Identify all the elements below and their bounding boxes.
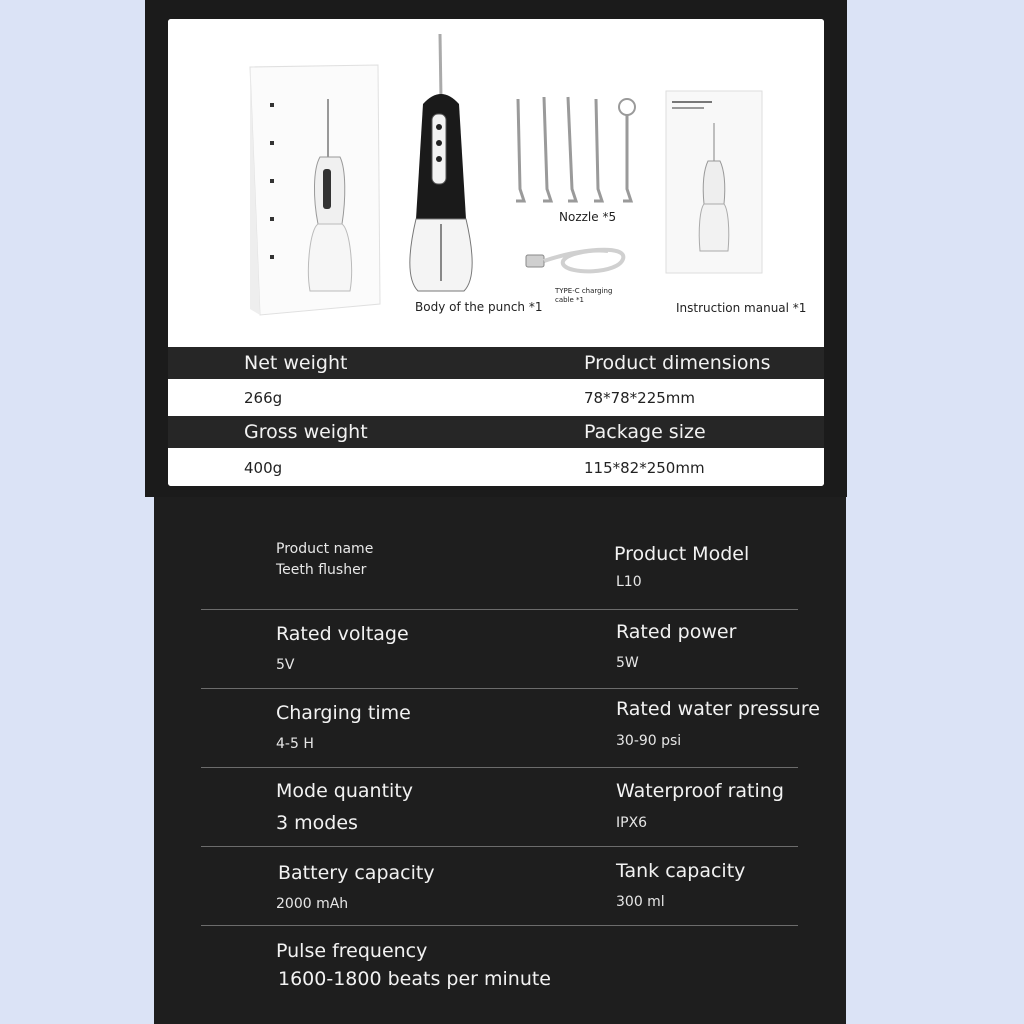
nozzle-caption: Nozzle *5 (559, 210, 617, 224)
model-label: Product Model (614, 543, 750, 565)
divider (201, 925, 798, 926)
charging-label: Charging time (276, 702, 411, 724)
irrigator-body-image (410, 34, 472, 291)
charging-cable-image (526, 250, 623, 272)
cable-caption: TYPE-C charging cable *1 (555, 287, 613, 304)
divider (201, 609, 798, 610)
voltage-value: 5V (276, 657, 295, 673)
power-label: Rated power (616, 621, 737, 643)
model-value: L10 (616, 574, 642, 590)
mode-label: Mode quantity (276, 780, 414, 802)
nozzles-image (516, 97, 635, 201)
product-box-image (250, 65, 380, 315)
charging-value: 4-5 H (276, 736, 314, 752)
spec-value-row-1 (168, 380, 824, 416)
divider (201, 767, 798, 768)
product-dimensions-header: Product dimensions (584, 352, 771, 374)
spec-list-panel (154, 497, 846, 1024)
voltage-label: Rated voltage (276, 623, 409, 645)
net-weight-value: 266g (244, 389, 283, 407)
pressure-label: Rated water pressure (616, 698, 820, 720)
spec-value-row-2 (168, 450, 824, 486)
package-contents-card (168, 19, 824, 486)
waterproof-value: IPX6 (616, 815, 648, 831)
package-size-header: Package size (584, 421, 706, 443)
package-contents-illustration (168, 19, 824, 347)
power-value: 5W (616, 655, 639, 671)
pulse-value: 1600-1800 beats per minute (278, 968, 551, 990)
mode-value: 3 modes (276, 812, 358, 834)
instruction-manual-image (666, 91, 762, 273)
waterproof-label: Waterproof rating (616, 780, 784, 802)
gross-weight-header: Gross weight (244, 421, 368, 443)
body-caption: Body of the punch *1 (415, 300, 543, 314)
spec-header-row-2 (168, 416, 824, 448)
pressure-value: 30-90 psi (616, 733, 682, 749)
pulse-label: Pulse frequency (276, 940, 428, 962)
tank-value: 300 ml (616, 894, 665, 910)
product-name: Product name Teeth flusher (276, 541, 374, 578)
divider (201, 846, 798, 847)
net-weight-header: Net weight (244, 352, 348, 374)
product-dimensions-value: 78*78*225mm (584, 389, 696, 407)
package-contents-photo (168, 19, 824, 347)
spec-header-row-1 (168, 347, 824, 379)
divider (201, 688, 798, 689)
tank-label: Tank capacity (616, 860, 746, 882)
package-size-value: 115*82*250mm (584, 459, 705, 477)
gross-weight-value: 400g (244, 459, 283, 477)
battery-value: 2000 mAh (276, 896, 349, 912)
manual-caption: Instruction manual *1 (676, 301, 807, 315)
battery-label: Battery capacity (278, 862, 435, 884)
